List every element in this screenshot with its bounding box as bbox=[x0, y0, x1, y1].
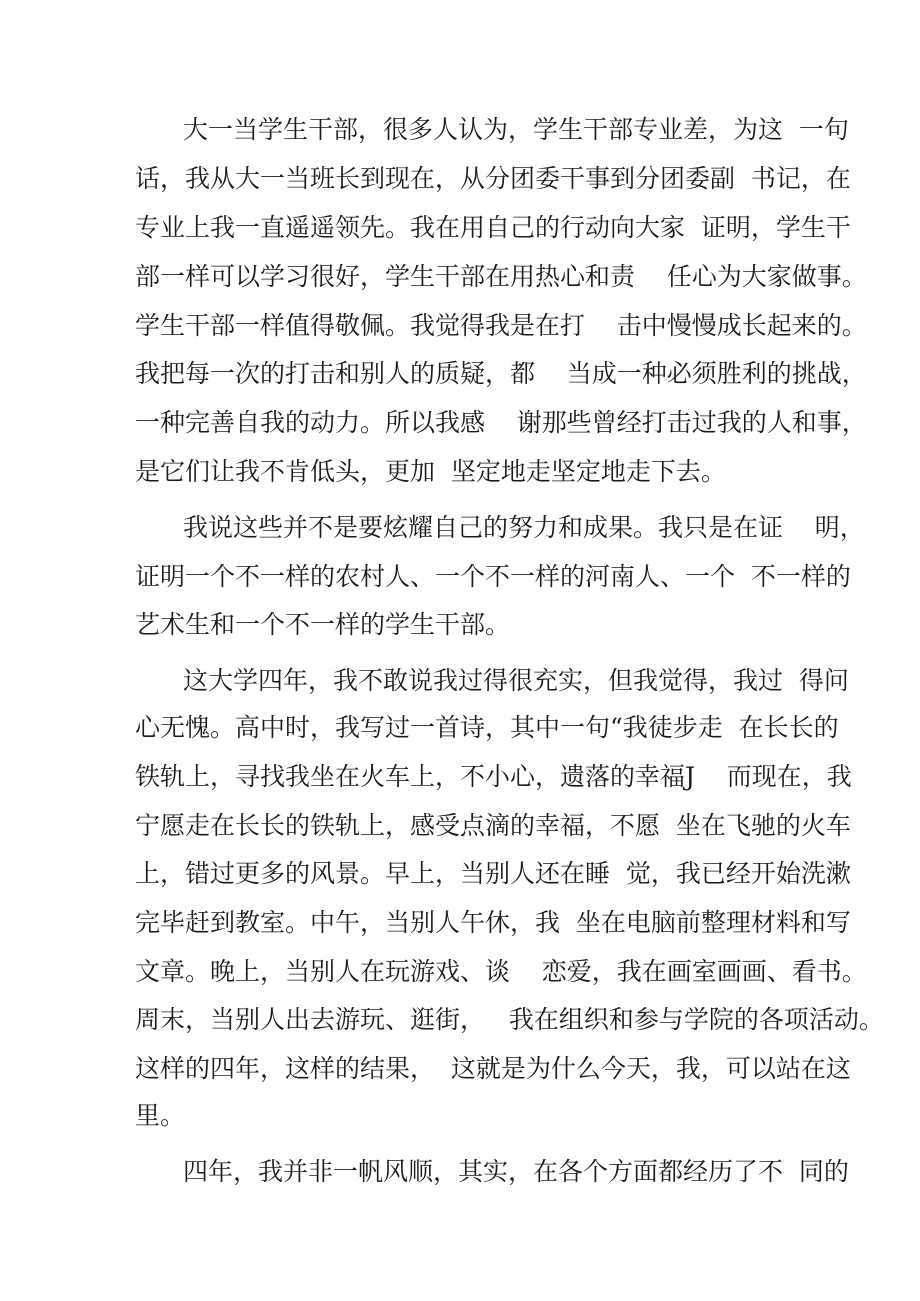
text-line: 周末，当别人出去游玩、逛街， 我在组织和参与学院的各项活动。 bbox=[135, 1005, 884, 1034]
text-line: 专业上我一直遥遥领先。我在用自己的行动向大家 证明，学生干 bbox=[135, 213, 851, 242]
text-line: 铁轨上，寻找我坐在火车上，不小心，遗落的幸福J 而现在，我 bbox=[135, 762, 852, 791]
text-line: 是它们让我不肯低头，更加 坚定地走坚定地走下去。 bbox=[135, 457, 726, 486]
text-line: 学生干部一样值得敬佩。我觉得我是在打 击中慢慢成长起来的。 bbox=[135, 311, 867, 340]
text-line: 部一样可以学习很好，学生干部在用热心和责 任心为大家做事。 bbox=[135, 262, 867, 291]
text-line: 大一当学生干部，很多人认为，学生干部专业差，为这 一句 bbox=[183, 115, 849, 144]
text-line: 文章。晚上，当别人在玩游戏、谈 恋爱，我在画室画画、看书。 bbox=[135, 957, 867, 986]
text-line: 这样的四年，这样的结果， 这就是为什么今天，我，可以站在这 bbox=[135, 1054, 851, 1083]
text-line: 证明一个不一样的农村人、一个不一样的河南人、一个 不一样的 bbox=[135, 562, 851, 591]
text-line: 心无愧。高中时，我写过一首诗，其中一句“我徒步走 在长长的 bbox=[135, 713, 839, 742]
text-line: 完毕赶到教室。中午，当别人午休，我 坐在电脑前整理材料和写 bbox=[135, 908, 851, 937]
text-line: 话，我从大一当班长到现在，从分团委干事到分团委副 书记，在 bbox=[135, 164, 851, 193]
text-line: 我把每一次的打击和别人的质疑，都 当成一种必须胜利的挑战， bbox=[135, 359, 867, 388]
text-line: 艺术生和一个不一样的学生干部。 bbox=[135, 610, 511, 639]
text-line: 宁愿走在长长的铁轨上，感受点滴的幸福，不愿 坐在飞驰的火车 bbox=[135, 811, 851, 840]
text-line: 我说这些并不是要炫耀自己的努力和成果。我只是在证 明， bbox=[183, 513, 865, 542]
text-line: 里。 bbox=[135, 1101, 186, 1130]
text-line: 一种完善自我的动力。所以我感 谢那些曾经打击过我的人和事， bbox=[135, 408, 867, 437]
text-line: 这大学四年，我不敢说我过得很充实，但我觉得，我过 得问 bbox=[183, 666, 849, 695]
text-line: 上，错过更多的风景。早上，当别人还在睡 觉，我已经开始洗漱 bbox=[135, 859, 851, 888]
text-line: 四年，我并非一帆风顺，其实，在各个方面都经历了不 同的 bbox=[183, 1157, 849, 1186]
